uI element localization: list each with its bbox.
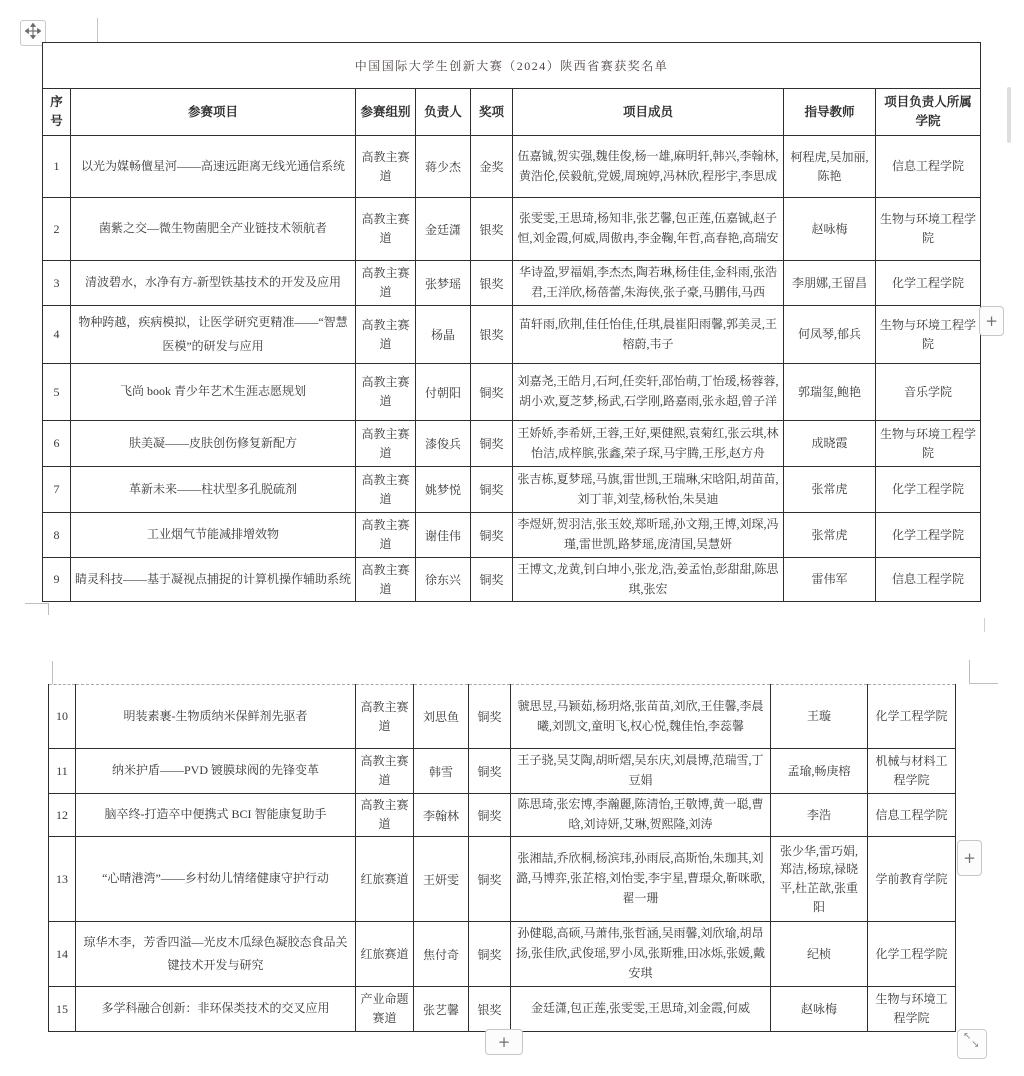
track-cell[interactable]: 高教主赛道 xyxy=(356,136,416,198)
award-cell[interactable]: 铜奖 xyxy=(469,685,511,749)
table-row xyxy=(49,837,956,922)
leader-cell[interactable]: 金廷潇 xyxy=(416,198,471,261)
leader-cell[interactable]: 韩雪 xyxy=(414,749,469,794)
awards-table-page2 xyxy=(48,684,956,1032)
header-advisors[interactable]: 指导教师 xyxy=(784,89,876,136)
college-cell[interactable]: 音乐学院 xyxy=(876,364,981,421)
leader-cell[interactable]: 李翰林 xyxy=(414,794,469,837)
college-cell[interactable]: 信息工程学院 xyxy=(876,558,981,602)
college-cell[interactable]: 信息工程学院 xyxy=(876,136,981,198)
table-row xyxy=(43,198,981,261)
advisors-cell[interactable]: 王璇 xyxy=(771,685,868,749)
members-cell[interactable]: 王博文,龙黄,钊白坤小,张龙,浩,姜孟怡,彭甜甜,陈思琪,张宏 xyxy=(513,558,784,602)
award-cell[interactable]: 铜奖 xyxy=(471,364,513,421)
track-cell[interactable]: 高教主赛道 xyxy=(356,364,416,421)
college-cell[interactable]: 化学工程学院 xyxy=(876,513,981,558)
award-cell[interactable]: 铜奖 xyxy=(471,558,513,602)
members-cell[interactable]: 王娇娇,李希妍,王蓉,王好,栗健熙,袁菊红,张云琪,林怡洁,成梓膑,张鑫,荣子琛,马宇腾,王彤,赵方舟 xyxy=(513,421,784,467)
project-cell[interactable]: 物种跨越，疾病模拟，让医学研究更精准——“智慧医模”的研发与应用 xyxy=(71,306,356,364)
advisors-cell[interactable]: 何凤琴,郁兵 xyxy=(784,306,876,364)
table-row xyxy=(43,261,981,306)
header-award[interactable]: 奖项 xyxy=(471,89,513,136)
table-row xyxy=(49,685,956,749)
table-resize-handle[interactable] xyxy=(957,1029,987,1059)
award-cell[interactable]: 铜奖 xyxy=(469,794,511,837)
serial-cell[interactable]: 7 xyxy=(43,467,71,513)
project-cell[interactable]: 以光为媒畅儃星河——高速远距离无线光通信系统 xyxy=(71,136,356,198)
table-row xyxy=(43,421,981,467)
leader-cell[interactable]: 漆俊兵 xyxy=(416,421,471,467)
college-cell[interactable]: 化学工程学院 xyxy=(876,261,981,306)
project-cell[interactable]: 多学科融合创新：非环保类技术的交叉应用 xyxy=(76,987,356,1032)
college-cell[interactable]: 信息工程学院 xyxy=(868,794,956,837)
members-cell[interactable]: 李煜妍,贺羽洁,张玉姣,郑昕瑶,孙文翔,王博,刘琛,冯瑾,雷世凯,路梦瑶,庞清国,吴慧妍 xyxy=(513,513,784,558)
leader-cell[interactable]: 刘思鱼 xyxy=(414,685,469,749)
leader-cell[interactable]: 焦付奇 xyxy=(414,922,469,987)
advisors-cell[interactable]: 张少华,雷巧娟,郑洁,杨琼,禄晓平,杜芷歆,张重阳 xyxy=(771,837,868,922)
award-cell[interactable]: 铜奖 xyxy=(469,922,511,987)
award-cell[interactable]: 铜奖 xyxy=(471,421,513,467)
advisors-cell[interactable]: 赵咏梅 xyxy=(784,198,876,261)
header-serial[interactable]: 序号 xyxy=(43,89,71,136)
project-cell[interactable]: 纳米护盾——PVD 镀膜球阀的先锋变革 xyxy=(76,749,356,794)
header-leader[interactable]: 负责人 xyxy=(416,89,471,136)
serial-cell[interactable]: 13 xyxy=(49,837,76,922)
track-cell[interactable]: 产业命题赛道 xyxy=(356,987,414,1032)
advisors-cell[interactable]: 张常虎 xyxy=(784,467,876,513)
members-cell[interactable]: 张吉栋,夏梦瑶,马旗,雷世凯,王瑞琳,宋晗阳,胡苗苗,刘丁菲,刘莹,杨秋怡,朱昊迪 xyxy=(513,467,784,513)
award-cell[interactable]: 铜奖 xyxy=(471,467,513,513)
insert-column-button-page1[interactable]: + xyxy=(979,306,1004,336)
project-cell[interactable]: 琼华木李，芳香四溢—光皮木瓜绿色凝胶态食品关键技术开发与研究 xyxy=(76,922,356,987)
track-cell[interactable]: 高教主赛道 xyxy=(356,467,416,513)
leader-cell[interactable]: 姚梦悦 xyxy=(416,467,471,513)
project-cell[interactable]: “心晴港湾”——乡村幼儿情绪健康守护行动 xyxy=(76,837,356,922)
leader-cell[interactable]: 杨晶 xyxy=(416,306,471,364)
leader-cell[interactable]: 张艺馨 xyxy=(414,987,469,1032)
advisors-cell[interactable]: 赵咏梅 xyxy=(771,987,868,1032)
table-row xyxy=(49,749,956,794)
advisors-cell[interactable]: 孟瑜,畅庚榕 xyxy=(771,749,868,794)
serial-cell[interactable]: 6 xyxy=(43,421,71,467)
members-cell[interactable]: 苗轩雨,欣荆,佳任怡佳,任琪,晨崔阳雨馨,郭美灵,王榕蔚,韦子 xyxy=(513,306,784,364)
project-cell[interactable]: 睛灵科技——基于凝视点捕捉的计算机操作辅助系统 xyxy=(71,558,356,602)
project-cell[interactable]: 菌紫之交—微生物菌肥全产业链技术领航者 xyxy=(71,198,356,261)
project-cell[interactable]: 清波碧水，水净有方-新型铁基技术的开发及应用 xyxy=(71,261,356,306)
college-cell[interactable]: 生物与环境工程学院 xyxy=(868,987,956,1032)
project-cell[interactable]: 明装素裹-生物质纳米保鲜剂先驱者 xyxy=(76,685,356,749)
college-cell[interactable]: 化学工程学院 xyxy=(876,467,981,513)
members-cell[interactable]: 张湘喆,乔欣桐,杨滨玮,孙雨辰,高斯怡,朱珈其,刘潞,马博弈,张芷榕,刘怡雯,李宇星,曹璟众,靳咪歌,翟一珊 xyxy=(511,837,771,922)
project-cell[interactable]: 脑卒终-打造卒中便携式 BCI 智能康复助手 xyxy=(76,794,356,837)
advisors-cell[interactable]: 雷伟军 xyxy=(784,558,876,602)
serial-cell[interactable]: 15 xyxy=(49,987,76,1032)
track-cell[interactable]: 高教主赛道 xyxy=(356,261,416,306)
track-cell[interactable]: 高教主赛道 xyxy=(356,513,416,558)
page1-bottom-crop-mark xyxy=(25,603,49,615)
awards-table-page1 xyxy=(42,42,981,602)
resize-se-arrow-icon: ↘ xyxy=(971,1039,980,1050)
table-row xyxy=(49,987,956,1032)
award-cell[interactable]: 银奖 xyxy=(471,306,513,364)
track-cell[interactable]: 高教主赛道 xyxy=(356,198,416,261)
college-cell[interactable]: 化学工程学院 xyxy=(868,922,956,987)
track-cell[interactable]: 红旅赛道 xyxy=(356,922,414,987)
project-cell[interactable]: 飞尚 book 青少年艺术生涯志愿规划 xyxy=(71,364,356,421)
members-cell[interactable]: 刘嘉尧,王皓月,石珂,任奕轩,邵怡萌,丁怡瑗,杨蓉蓉,胡小欢,夏芝梦,杨武,石学刚,路嘉雨,张永超,曾子洋 xyxy=(513,364,784,421)
serial-cell[interactable]: 14 xyxy=(49,922,76,987)
members-cell[interactable]: 孙健聪,高硕,马萧伟,张哲涵,吴雨馨,刘欣瑜,胡昂扬,张佳欣,武俊瑶,罗小凤,张斯雅,田冰烁,张媛,戴安琪 xyxy=(511,922,771,987)
award-cell[interactable]: 金奖 xyxy=(471,136,513,198)
serial-cell[interactable]: 9 xyxy=(43,558,71,602)
members-cell[interactable]: 金廷潇,包正莲,张雯雯,王思琦,刘金霞,何威 xyxy=(511,987,771,1032)
members-cell[interactable]: 伍嘉铖,贺实强,魏佳俊,杨一雄,麻明轩,韩兴,李翰林,黄浩伦,侯毅航,党媛,周琬婷,冯林欣,程彤宇,李思成 xyxy=(513,136,784,198)
track-cell[interactable]: 高教主赛道 xyxy=(356,421,416,467)
header-college[interactable]: 项目负责人所属学院 xyxy=(876,89,981,136)
serial-cell[interactable]: 10 xyxy=(49,685,76,749)
advisors-cell[interactable]: 柯程虎,吴加丽,陈艳 xyxy=(784,136,876,198)
award-cell[interactable]: 铜奖 xyxy=(469,837,511,922)
track-cell[interactable]: 高教主赛道 xyxy=(356,749,414,794)
insert-column-button-page2[interactable]: + xyxy=(957,840,982,876)
table-row xyxy=(43,136,981,198)
college-cell[interactable]: 生物与环境工程学院 xyxy=(876,421,981,467)
college-cell[interactable]: 生物与环境工程学院 xyxy=(876,198,981,261)
award-cell[interactable]: 铜奖 xyxy=(469,749,511,794)
move-icon xyxy=(25,23,41,44)
serial-cell[interactable]: 3 xyxy=(43,261,71,306)
advisors-cell[interactable]: 张常虎 xyxy=(784,513,876,558)
project-cell[interactable]: 肤美凝——皮肤创伤修复新配方 xyxy=(71,421,356,467)
college-cell[interactable]: 生物与环境工程学院 xyxy=(876,306,981,364)
table-row xyxy=(43,306,981,364)
table-row xyxy=(43,558,981,602)
college-cell[interactable]: 学前教育学院 xyxy=(868,837,956,922)
table-row xyxy=(43,513,981,558)
header-project[interactable]: 参赛项目 xyxy=(71,89,356,136)
caret-line xyxy=(97,18,98,43)
document-title[interactable]: 中国国际大学生创新大赛（2024）陕西省赛获奖名单 xyxy=(43,43,981,89)
header-track[interactable]: 参赛组别 xyxy=(356,89,416,136)
table-row xyxy=(43,467,981,513)
project-cell[interactable]: 革新未来——柱状型多孔脱硫剂 xyxy=(71,467,356,513)
track-cell[interactable]: 高教主赛道 xyxy=(356,558,416,602)
serial-cell[interactable]: 11 xyxy=(49,749,76,794)
page2-topedge-crop-mark xyxy=(984,618,985,632)
award-cell[interactable]: 银奖 xyxy=(471,198,513,261)
advisors-cell[interactable]: 纪桢 xyxy=(771,922,868,987)
track-cell[interactable]: 高教主赛道 xyxy=(356,794,414,837)
serial-cell[interactable]: 1 xyxy=(43,136,71,198)
advisors-cell[interactable]: 成晓霞 xyxy=(784,421,876,467)
serial-cell[interactable]: 8 xyxy=(43,513,71,558)
members-cell[interactable]: 陈思琦,张宏博,李瀚麗,陈清怡,王敬博,黄一聪,曹晗,刘诗妍,艾琳,贺熙隆,刘涛 xyxy=(511,794,771,837)
leader-cell[interactable]: 蒋少杰 xyxy=(416,136,471,198)
college-cell[interactable]: 化学工程学院 xyxy=(868,685,956,749)
leader-cell[interactable]: 张梦瑶 xyxy=(416,261,471,306)
advisors-cell[interactable]: 李朋娜,王留昌 xyxy=(784,261,876,306)
header-members[interactable]: 项目成员 xyxy=(513,89,784,136)
members-cell[interactable]: 华诗盈,罗福娟,李杰杰,陶若琳,杨佳佳,金科雨,张浩君,王洋欣,杨蓓蕾,朱海侠,张子豪,马鹏伟,马西 xyxy=(513,261,784,306)
advisors-cell[interactable]: 郭瑞玺,鲍艳 xyxy=(784,364,876,421)
project-cell[interactable]: 工业烟气节能减排增效物 xyxy=(71,513,356,558)
scrollbar-thumb[interactable] xyxy=(1007,87,1011,143)
serial-cell[interactable]: 5 xyxy=(43,364,71,421)
members-cell[interactable]: 虢思昱,马颖茹,杨玥烙,张苗苗,刘欣,王佳馨,李晨曦,刘凯文,童明飞,权心悦,魏佳怡,李蕊馨 xyxy=(511,685,771,749)
insert-row-button[interactable]: + xyxy=(485,1029,523,1055)
advisors-cell[interactable]: 李浩 xyxy=(771,794,868,837)
track-cell[interactable]: 高教主赛道 xyxy=(356,306,416,364)
track-cell[interactable]: 高教主赛道 xyxy=(356,685,414,749)
serial-cell[interactable]: 4 xyxy=(43,306,71,364)
college-cell[interactable]: 机械与材料工程学院 xyxy=(868,749,956,794)
table-header-row xyxy=(43,89,981,136)
track-cell[interactable]: 红旅赛道 xyxy=(356,837,414,922)
serial-cell[interactable]: 2 xyxy=(43,198,71,261)
resize-nw-arrow-icon: ↖ xyxy=(963,1031,972,1042)
leader-cell[interactable]: 付朝阳 xyxy=(416,364,471,421)
page2-topright-crop-mark xyxy=(969,660,998,684)
members-cell[interactable]: 王子骁,吴艾陶,胡昕熠,吴东庆,刘晨博,范瑞雪,丁豆娟 xyxy=(511,749,771,794)
leader-cell[interactable]: 王妍雯 xyxy=(414,837,469,922)
table-row xyxy=(43,364,981,421)
serial-cell[interactable]: 12 xyxy=(49,794,76,837)
award-cell[interactable]: 铜奖 xyxy=(471,513,513,558)
table-row xyxy=(43,43,981,89)
leader-cell[interactable]: 谢佳伟 xyxy=(416,513,471,558)
page2-topleft-crop-mark xyxy=(52,661,53,684)
award-cell[interactable]: 银奖 xyxy=(471,261,513,306)
table-row xyxy=(49,794,956,837)
table-row xyxy=(49,922,956,987)
award-cell[interactable]: 银奖 xyxy=(469,987,511,1032)
members-cell[interactable]: 张雯雯,王思琦,杨知非,张艺馨,包正莲,伍嘉铖,赵子恒,刘金霞,何威,周傲冉,李金鞠,年哲,高春艳,高瑞安 xyxy=(513,198,784,261)
leader-cell[interactable]: 徐东兴 xyxy=(416,558,471,602)
